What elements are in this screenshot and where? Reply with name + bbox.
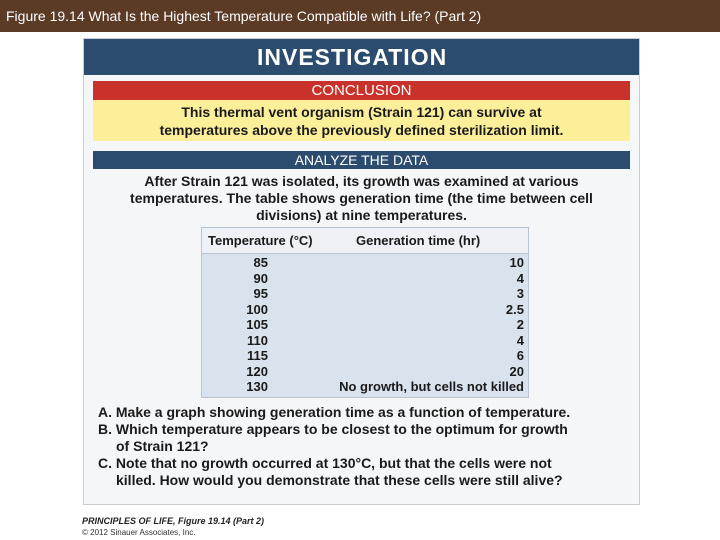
analyze-title: ANALYZE THE DATA [294,152,429,168]
question-line: killed. How would you demonstrate that these cells were still alive? [116,472,563,488]
temperature-cell: 100 [246,301,268,317]
figure-source: PRINCIPLES OF LIFE, Figure 19.14 (Part 2) [82,516,265,526]
title-bar [0,0,720,32]
investigation-title: INVESTIGATION [257,44,448,70]
generation-time-cell: 10 [509,255,524,270]
conclusion-line: temperatures above the previously defined sterilization limit. [159,122,564,138]
question-line: C. Note that no growth occurred at 130°C, but that the cells were not [98,455,552,471]
generation-time-cell: 2.5 [505,301,524,317]
intro-line: After Strain 121 was isolated, its growth was examined at various [144,173,579,189]
investigation-header [84,39,639,75]
conclusion-title: CONCLUSION [311,82,412,99]
generation-time-cell: 3 [516,286,524,301]
conclusion-box [93,100,630,141]
intro-line: divisions) at nine temperatures. [256,207,467,223]
question-line: of Strain 121? [116,438,209,454]
generation-time-cell: 4 [516,332,524,348]
analyze-header [93,151,630,169]
generation-time-cell: 2 [516,317,524,332]
data-table [201,227,529,398]
conclusion-line: This thermal vent organism (Strain 121) can survive at [181,104,542,120]
generation-time-cell: 6 [516,348,524,363]
temperature-cell: 85 [253,255,268,270]
figure-panel [83,38,640,505]
copyright: © 2012 Sinauer Associates, Inc. [82,528,196,537]
generation-time-cell: No growth, but cells not killed [339,379,524,394]
question-line: A. Make a graph showing generation time as a function of temperature. [98,404,571,420]
generation-time-cell: 20 [509,363,524,379]
temperature-cell: 90 [253,270,268,286]
table-header [202,228,528,254]
slide-title: Figure 19.14 What Is the Highest Temperature Compatible with Life? (Part 2) [6,8,482,24]
column-header-temperature: Temperature (°C) [208,233,313,248]
intro-line: temperatures. The table shows generation time (the time between cell [130,190,593,206]
conclusion-header [93,81,630,100]
temperature-cell: 120 [246,363,268,379]
question-line: B. Which temperature appears to be closest to the optimum for growth [98,421,568,437]
column-header-generation-time: Generation time (hr) [356,233,481,248]
temperature-cell: 110 [247,332,268,348]
temperature-cell: 115 [247,348,268,363]
temperature-cell: 95 [253,286,268,301]
temperature-cell: 105 [246,317,268,332]
temperature-cell: 130 [246,379,268,394]
generation-time-cell: 4 [516,270,524,286]
